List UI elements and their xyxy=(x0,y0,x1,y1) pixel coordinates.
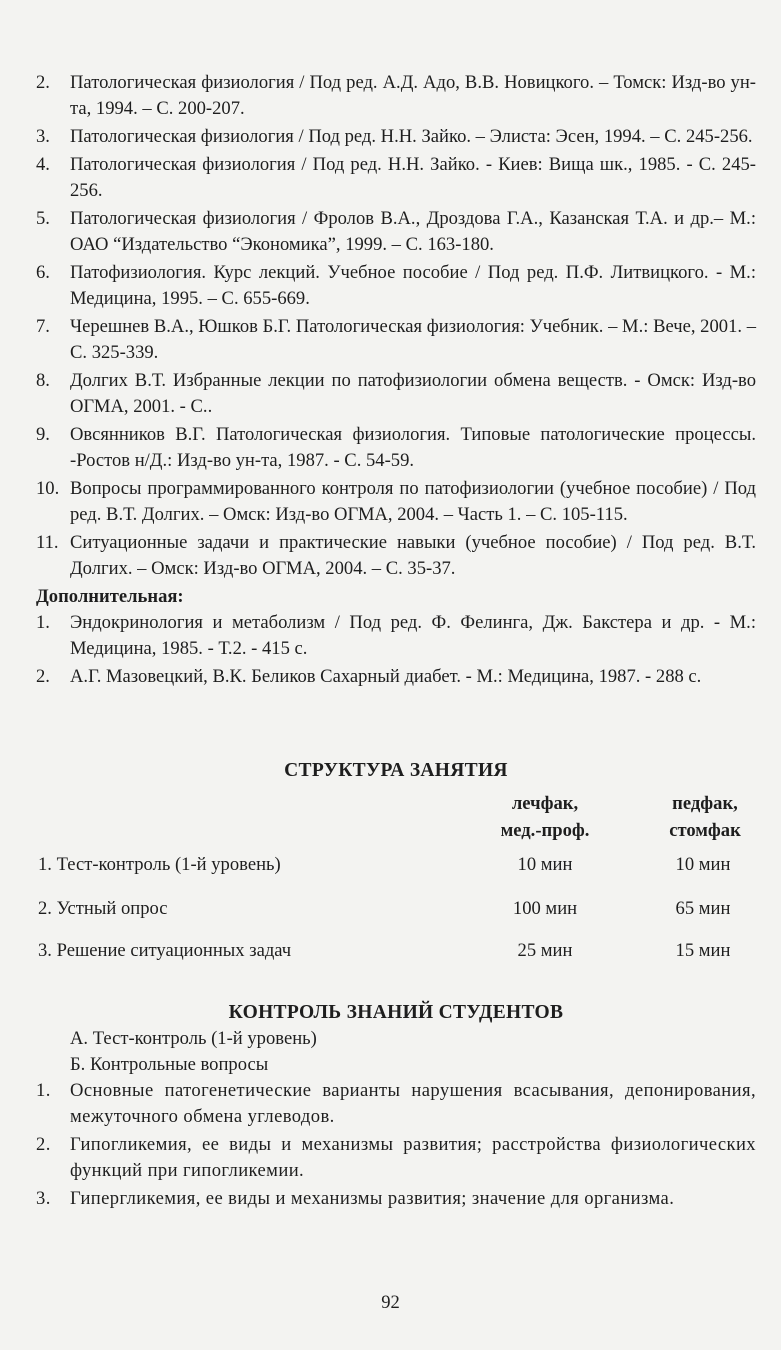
reference-item: 5. Патологическая физиология / Фролов В.А., Дроздова Г.А., Казанская Т.А. и др.– М.: ОАО “Издательство “Экономика”, 1999. – С. 163-180. xyxy=(36,208,756,255)
column-header-pedfak: педфак, стомфак xyxy=(669,793,741,841)
control-question: 3. Гипергликемия, ее виды и механизмы развития; значение для организма. xyxy=(36,1188,675,1209)
reference-item: 3. Патологическая физиология / Под ред. Н.Н. Зайко. – Элиста: Эсен, 1994. – С. 245-256. xyxy=(36,126,753,147)
structure-row-value: 10 мин xyxy=(675,854,731,875)
reference-item: 4. Патологическая физиология / Под ред. Н.Н. Зайко. - Киев: Вища шк., 1985. - С. 245-256. xyxy=(36,154,756,201)
reference-item: 8. Долгих В.Т. Избранные лекции по патофизиологии обмена веществ. - Омск: Изд-во ОГМА, 2001. - С.. xyxy=(36,370,756,417)
control-item-b: Б. Контрольные вопросы xyxy=(70,1054,269,1075)
additional-reference-item: 2. А.Г. Мазовецкий, В.К. Беликов Сахарный диабет. - М.: Медицина, 1987. - 288 с. xyxy=(36,666,702,687)
additional-reference-list xyxy=(36,610,756,690)
structure-row-label: 2. Устный опрос xyxy=(38,898,168,919)
reference-item: 7. Черешнев В.А., Юшков Б.Г. Патологическая физиология: Учебник. – М.: Вече, 2001. – С. 325-339. xyxy=(36,316,756,363)
structure-row-value: 15 мин xyxy=(675,940,731,961)
control-title: КОНТРОЛЬ ЗНАНИЙ СТУДЕНТОВ xyxy=(228,1002,564,1023)
reference-list xyxy=(36,70,756,692)
additional-heading: Дополнительная: xyxy=(36,586,184,607)
reference-item: 11. Ситуационные задачи и практические навыки (учебное пособие) / Под ред. В.Т. Долгих. – Омск: Изд-во ОГМА, 2004. – С. 35-37. xyxy=(36,532,756,579)
structure-row-value: 25 мин xyxy=(517,940,573,961)
control-question: 1. Основные патогенетические варианты нарушения всасывания, депонирования, межуточного обмена углеводов. xyxy=(36,1080,756,1127)
reference-item: 9. Овсянников В.Г. Патологическая физиология. Типовые патологические процессы. -Ростов н/Д.: Изд-во ун-та, 1987. - С. 54-59. xyxy=(36,424,756,471)
reference-item: 10. Вопросы программированного контроля по патофизиологии (учебное пособие) / Под ред. В.Т. Долгих. – Омск: Изд-во ОГМА, 2004. – Часть 1. – С. 105-115. xyxy=(36,478,756,525)
control-question: 2. Гипогликемия, ее виды и механизмы развития; расстройства физиологических функций при гипогликемии. xyxy=(36,1134,756,1181)
structure-row-label: 1. Тест-контроль (1-й уровень) xyxy=(38,854,281,875)
page-number: 92 xyxy=(381,1292,400,1313)
structure-row-label: 3. Решение ситуационных задач xyxy=(38,940,292,961)
additional-reference-item: 1. Эндокринология и метаболизм / Под ред. Ф. Фелинга, Дж. Бакстера и др. - М.: Медицина, 1985. - Т.2. - 415 с. xyxy=(36,612,756,659)
reference-item: 2. Патологическая физиология / Под ред. А.Д. Адо, В.В. Новицкого. – Томск: Изд-во ун-та, 1994. – С. 200-207. xyxy=(36,72,756,119)
control-item-a: А. Тест-контроль (1-й уровень) xyxy=(70,1028,317,1049)
structure-row-value: 100 мин xyxy=(512,898,578,919)
column-header-lechfak: лечфак, мед.-проф. xyxy=(500,793,590,841)
structure-title: СТРУКТУРА ЗАНЯТИЯ xyxy=(284,760,508,781)
control-section xyxy=(36,1026,756,1214)
structure-row-value: 65 мин xyxy=(675,898,731,919)
reference-item: 6. Патофизиология. Курс лекций. Учебное пособие / Под ред. П.Ф. Литвицкого. - М.: Медицина, 1995. – С. 655-669. xyxy=(36,262,756,309)
structure-row-value: 10 мин xyxy=(517,854,573,875)
